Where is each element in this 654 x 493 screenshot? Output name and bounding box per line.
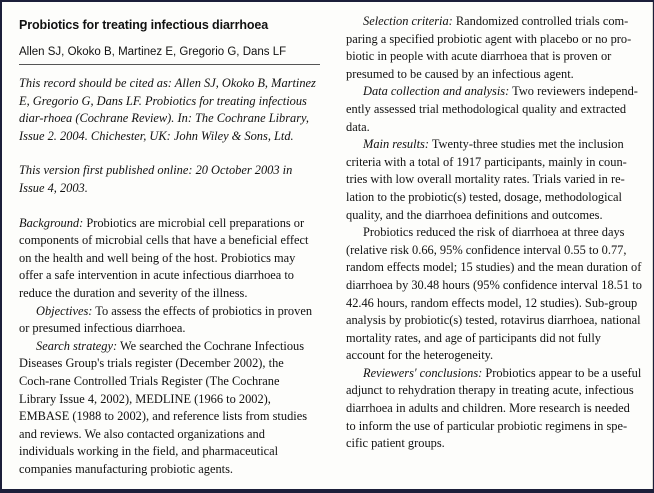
search-strategy-section (19, 338, 317, 479)
selection-criteria-section (346, 13, 642, 83)
right-column (346, 13, 642, 453)
main-results-label: Main results: (363, 137, 429, 152)
background-section (19, 215, 317, 303)
main-results-text: Twenty-three studies met the inclusion criteria with a total of 1917 participants, mainly in coun-tries with low overall mortality rates. Trials varied in re-lation to the probiotic(s) tested, dosage, methodological quality, and the diarrhoea definitions and outcomes. (346, 137, 627, 222)
background-label: Background: (19, 215, 84, 230)
objectives-label: Objectives: (36, 303, 93, 318)
background-text: Probiotics are microbial cell preparations or components of microbial cells that have a beneficial effect on the health and well being of the host. Probiotics may offer a safe intervention in acute infectious diarrhoea to reduce the duration and severity of the illness. (19, 215, 309, 300)
data-collection-section (346, 83, 642, 136)
selection-criteria-text: Randomized controlled trials com-paring a specified probiotic agent with placebo or no pro-biotic in people with acute diarrhoea that is proven or presumed to be caused by an infectious agent. (346, 14, 632, 81)
objectives-text: To assess the effects of probiotics in proven or presumed infectious diarrhoea. (19, 303, 313, 336)
document-page (2, 2, 653, 489)
author-list: Allen SJ, Okoko B, Martinez E, Gregorio G, Dans LF (19, 46, 320, 65)
selection-criteria-label: Selection criteria: (363, 14, 453, 28)
left-column (19, 17, 317, 478)
results-continued-paragraph: Probiotics reduced the risk of diarrhoea at three days (relative risk 0.66, 95% confidence interval 0.55 to 0.77, random effects model; 15 studies) and the mean duration of diarrhoea by 30.48 hours (95% confidence interval 18.51 to 42.46 hours, random effects model, 12 studies). Sub-group analysis by probiotic(s) tested, rotavirus diarrhoea, national mortality rates, and age of participants did not fully account for the heterogeneity. (346, 225, 642, 363)
data-collection-text: Two reviewers independ-ently assessed trial methodological quality and extracted data. (346, 84, 638, 134)
version-note: This version first published online: 20 October 2003 in Issue 4, 2003. (19, 163, 293, 195)
article-title: Probiotics for treating infectious diarrhoea (19, 18, 269, 32)
objectives-section (19, 303, 317, 338)
conclusions-label: Reviewers' conclusions: (363, 365, 483, 380)
search-strategy-text: We searched the Cochrane Infectious Diseases Group's trials register (December 2002), the Coch-rane Controlled Trials Register (The Cochrane Library Issue 4, 2002), MEDLINE (1966 to 2002), EMBASE (1988 to 2002), and reference lists from studies and reviews. We also contacted organizations and individuals working in the field, and pharmaceutical companies manufacturing probiotic agents. (19, 338, 308, 476)
data-collection-label: Data collection and analysis: (363, 84, 510, 99)
main-results-section (346, 136, 642, 224)
citation-note: This record should be cited as: Allen SJ, Okoko B, Martinez E, Gregorio G, Dans LF. Probiotics for treating infectious diar-rhoea (Cochrane Review). In: The Cochrane Library, Issue 2. 2004. Chichester, UK: John Wiley & Sons, Ltd. (19, 76, 316, 143)
search-strategy-label: Search strategy: (36, 338, 118, 353)
conclusions-text: Probiotics appear to be a useful adjunct to rehydration therapy in treating acute, infectious diarrhoea in adults and children. More research is needed to inform the use of particular probiotic regimens in spe-cific patient groups. (346, 365, 642, 451)
conclusions-section (346, 365, 642, 453)
